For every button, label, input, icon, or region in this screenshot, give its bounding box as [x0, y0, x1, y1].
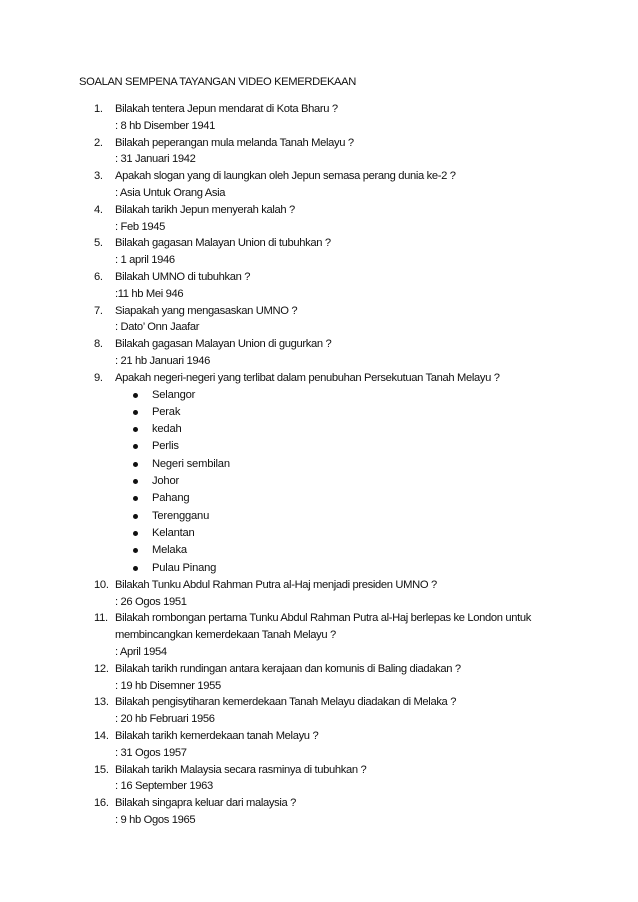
option-text: Johor	[152, 475, 179, 488]
question-item	[0, 795, 638, 829]
bullet-icon	[133, 393, 138, 398]
option-text: Kelantan	[152, 526, 195, 539]
question-text: Bilakah gagasan Malayan Union di tubuhkan ?	[115, 237, 331, 250]
answer-text: : 19 hb Disemner 1955	[115, 679, 221, 692]
question-item	[0, 577, 638, 611]
option-item	[0, 490, 638, 507]
question-number: 2.	[94, 136, 103, 149]
question-number: 6.	[94, 270, 103, 283]
option-text: Negeri sembilan	[152, 457, 230, 470]
bullet-icon	[133, 444, 138, 449]
question-item	[0, 168, 638, 202]
option-text: Pahang	[152, 492, 190, 505]
answer-text: : 21 hb Januari 1946	[115, 354, 211, 367]
option-item	[0, 508, 638, 525]
question-number: 11.	[94, 612, 108, 625]
question-text: Apakah negeri-negeri yang terlibat dalam penubuhan Persekutuan Tanah Melayu ?	[115, 371, 500, 384]
question-number: 3.	[94, 170, 103, 183]
answer-text: : 1 april 1946	[115, 254, 175, 267]
question-item	[0, 336, 638, 370]
question-item	[0, 235, 638, 269]
answer-text: : 8 hb Disember 1941	[115, 119, 215, 132]
question-number: 13.	[94, 696, 109, 709]
question-item	[0, 202, 638, 236]
question-number: 9.	[94, 371, 103, 384]
question-text: Bilakah Tunku Abdul Rahman Putra al-Haj menjadi presiden UMNO ?	[115, 578, 437, 591]
option-item	[0, 560, 638, 577]
question-text: Bilakah peperangan mula melanda Tanah Melayu ?	[115, 136, 354, 149]
question-text: Bilakah tarikh Jepun menyerah kalah ?	[115, 203, 295, 216]
question-number: 15.	[94, 763, 109, 776]
answer-text: : 31 Ogos 1957	[115, 746, 187, 759]
bullet-icon	[133, 427, 138, 432]
option-text: Pulau Pinang	[152, 561, 217, 574]
option-text: Perak	[152, 405, 181, 418]
option-item	[0, 525, 638, 542]
question-number: 8.	[94, 338, 103, 351]
bullet-icon	[133, 496, 138, 501]
question-item	[0, 269, 638, 303]
bullet-icon	[133, 566, 138, 571]
option-item	[0, 421, 638, 438]
bullet-icon	[133, 410, 138, 415]
question-number: 4.	[94, 203, 103, 216]
question-item	[0, 370, 638, 577]
question-list	[0, 101, 638, 829]
option-text: Melaka	[152, 544, 187, 557]
bullet-icon	[133, 531, 138, 536]
answer-text: : April 1954	[115, 646, 167, 658]
answer-text: : 20 hb Februari 1956	[115, 713, 215, 726]
document-title: SOALAN SEMPENA TAYANGAN VIDEO KEMERDEKAAN	[79, 76, 357, 88]
option-text: kedah	[152, 423, 182, 436]
answer-text: : 31 Januari 1942	[115, 153, 196, 166]
question-text: Bilakah pengisytiharan kemerdekaan Tanah Melayu diadakan di Melaka ?	[115, 696, 457, 709]
question-text: Bilakah tentera Jepun mendarat di Kota Bharu ?	[115, 103, 338, 115]
question-number: 7.	[94, 304, 103, 317]
question-number: 10.	[94, 578, 109, 591]
question-text: Siapakah yang mengasaskan UMNO ?	[115, 304, 298, 317]
option-item	[0, 404, 638, 421]
option-text: Selangor	[152, 388, 196, 401]
question-item	[0, 661, 638, 695]
bullet-icon	[133, 462, 138, 467]
question-text: Bilakah tarikh Malaysia secara rasminya di tubuhkan ?	[115, 763, 367, 776]
bullet-icon	[133, 479, 138, 484]
answer-text: :11 hb Mei 946	[115, 287, 184, 300]
question-text: Bilakah tarikh kemerdekaan tanah Melayu ?	[115, 729, 319, 742]
bullet-icon	[133, 514, 138, 519]
option-text: Terengganu	[152, 509, 210, 522]
question-text: Bilakah tarikh rundingan antara kerajaan dan komunis di Baling diadakan ?	[115, 662, 461, 675]
question-number: 1.	[94, 103, 103, 115]
question-text: Bilakah singapra keluar dari malaysia ?	[115, 797, 296, 810]
bullet-icon	[133, 548, 138, 553]
question-text-continued: membincangkan kemerdekaan Tanah Melayu ?	[115, 629, 336, 642]
option-text: Perlis	[152, 440, 179, 453]
question-number: 12.	[94, 662, 109, 675]
option-list	[0, 387, 638, 577]
question-number: 14.	[94, 729, 109, 742]
question-number: 5.	[94, 237, 103, 250]
question-item	[0, 135, 638, 169]
answer-text: : Dato’ Onn Jaafar	[115, 321, 200, 334]
question-item	[0, 610, 638, 660]
answer-text: : 9 hb Ogos 1965	[115, 813, 196, 826]
answer-text: : Asia Untuk Orang Asia	[115, 186, 226, 199]
question-text: Bilakah gagasan Malayan Union di gugurkan ?	[115, 338, 332, 351]
question-text: Bilakah UMNO di tubuhkan ?	[115, 270, 251, 283]
option-item	[0, 456, 638, 473]
question-number: 16.	[94, 797, 109, 810]
answer-text: : 26 Ogos 1951	[115, 595, 187, 608]
question-item	[0, 762, 638, 796]
option-item	[0, 387, 638, 404]
question-text: Apakah slogan yang di laungkan oleh Jepun semasa perang dunia ke-2 ?	[115, 170, 456, 183]
question-text: Bilakah rombongan pertama Tunku Abdul Rahman Putra al-Haj berlepas ke London untuk	[115, 612, 531, 625]
question-item	[0, 303, 638, 337]
question-item	[0, 694, 638, 728]
option-item	[0, 542, 638, 559]
answer-text: : Feb 1945	[115, 220, 165, 233]
option-item	[0, 473, 638, 490]
question-item	[0, 101, 638, 135]
answer-text: : 16 September 1963	[115, 780, 213, 793]
option-item	[0, 438, 638, 455]
question-item	[0, 728, 638, 762]
